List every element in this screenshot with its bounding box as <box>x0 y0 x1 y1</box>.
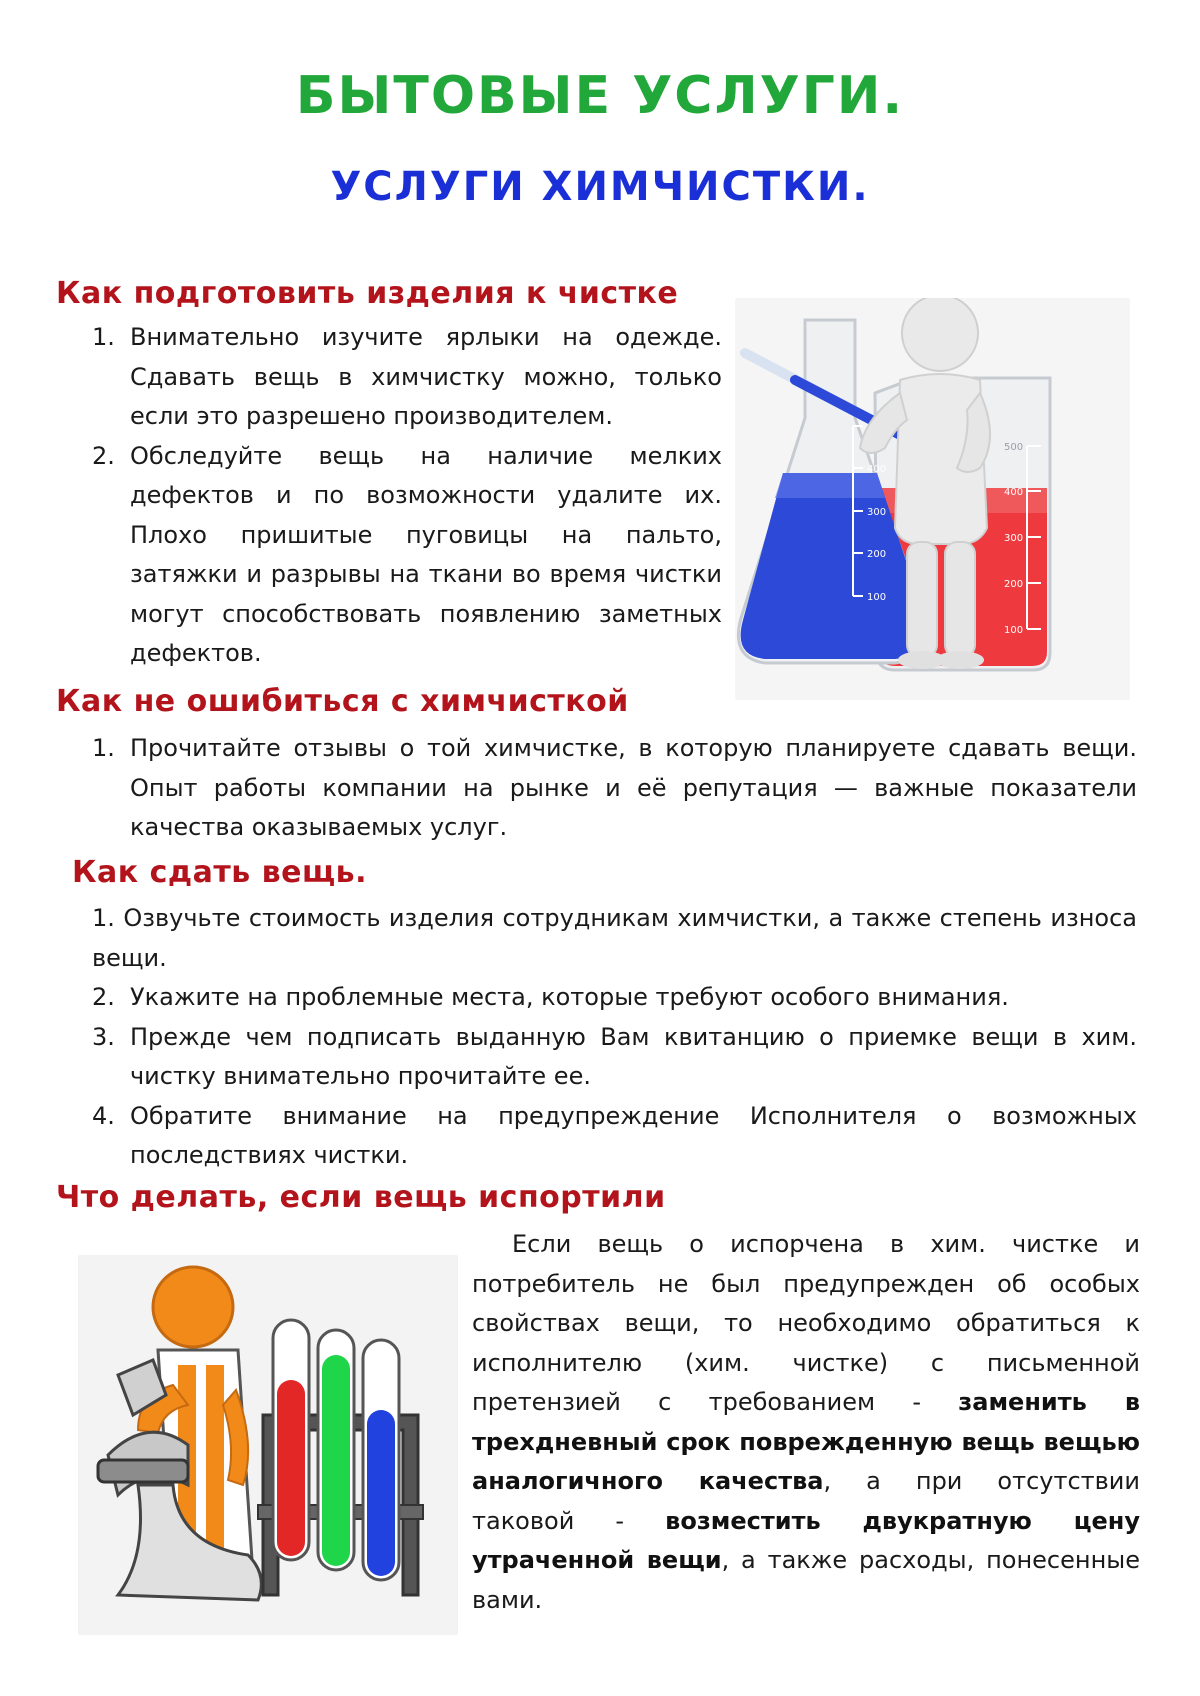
list-item <box>92 1097 1137 1176</box>
item-number: 3. <box>92 1022 115 1051</box>
section-heading-damaged: Что делать, если вещь испортили <box>56 1180 666 1215</box>
damaged-text-2: , а при отсутствии таковой - <box>472 1467 1140 1535</box>
beaker-mark: 200 <box>1004 579 1024 590</box>
damaged-text-1: Если вещь о испорчена в хим. чистке и потребитель не был предупрежден об особых свойствах вещи, то необходимо обратиться к исполнителю (хим. чистке) с письменной претензией с требованием - <box>472 1230 1140 1416</box>
item-number: 2. <box>92 441 115 470</box>
list-item <box>92 437 722 674</box>
item-number: 2. <box>92 983 115 1011</box>
item-text: Укажите на проблемные места, которые требуют особого внимания. <box>130 983 1009 1011</box>
item-number: 1. <box>92 734 115 762</box>
item-number: 4. <box>92 1101 115 1130</box>
list-item <box>92 978 1137 1018</box>
damaged-text-3: , а также расходы, понесенные вами. <box>472 1546 1140 1614</box>
beaker-mark: 400 <box>1004 487 1024 498</box>
lab-figure-image <box>735 298 1130 700</box>
handover-list <box>92 899 1137 1176</box>
flask-mark: 300 <box>867 507 887 518</box>
page-title: БЫТОВЫЕ УСЛУГИ. <box>295 66 905 126</box>
flask-mark: 100 <box>867 592 887 603</box>
item-text: Обследуйте вещь на наличие мелких дефектов и по возможности удалите их. Плохо пришитые пуговицы на пальто, затяжки и разрывы на ткани во время чистки могут способствовать появлению заметных дефектов. <box>130 441 722 667</box>
flask-mark: 400 <box>867 464 887 475</box>
damaged-bold-1: заменить в трехдневный срок поврежденную вещь вещью аналогичного качества <box>472 1388 1141 1495</box>
beaker-mark: 100 <box>1004 625 1024 636</box>
page-subtitle: УСЛУГИ ХИМЧИСТКИ. <box>330 164 870 210</box>
item-number: 1. <box>92 323 115 351</box>
choose-list <box>92 729 1137 848</box>
beaker-mark: 500 <box>1004 442 1024 453</box>
beaker-mark: 300 <box>1004 533 1024 544</box>
item-text: Прочитайте отзывы о той химчистке, в которую планируете сдавать вещи. Опыт работы компании на рынке и её репутация — важные показатели качества оказываемых услуг. <box>130 734 1137 841</box>
item-text: Озвучьте стоимость изделия сотрудникам химчистки, а также степень износа вещи. <box>92 904 1137 972</box>
list-item <box>92 318 722 437</box>
item-number: 1. <box>92 904 115 932</box>
section-heading-prepare: Как подготовить изделия к чистке <box>56 276 679 311</box>
list-item <box>92 899 1137 978</box>
damaged-bold-2: возместить двукратную цену утраченной вещи <box>472 1506 1140 1574</box>
item-text: Обратите внимание на предупреждение Исполнителя о возможных последствиях чистки. <box>130 1101 1137 1169</box>
section-heading-handover: Как сдать вещь. <box>72 855 367 890</box>
damaged-paragraph <box>472 1225 1140 1620</box>
microscope-figure-image <box>78 1255 458 1635</box>
section-heading-choose: Как не ошибиться с химчисткой <box>56 684 629 719</box>
list-item <box>92 729 1137 848</box>
list-item <box>92 1018 1137 1097</box>
flask-mark: 200 <box>867 549 887 560</box>
prepare-list <box>92 318 722 674</box>
item-text: Прежде чем подписать выданную Вам квитанцию о приемке вещи в хим. чистку внимательно прочитайте ее. <box>130 1022 1137 1090</box>
item-text: Внимательно изучите ярлыки на одежде. Сдавать вещь в химчистку можно, только если это разрешено производителем. <box>130 323 722 430</box>
